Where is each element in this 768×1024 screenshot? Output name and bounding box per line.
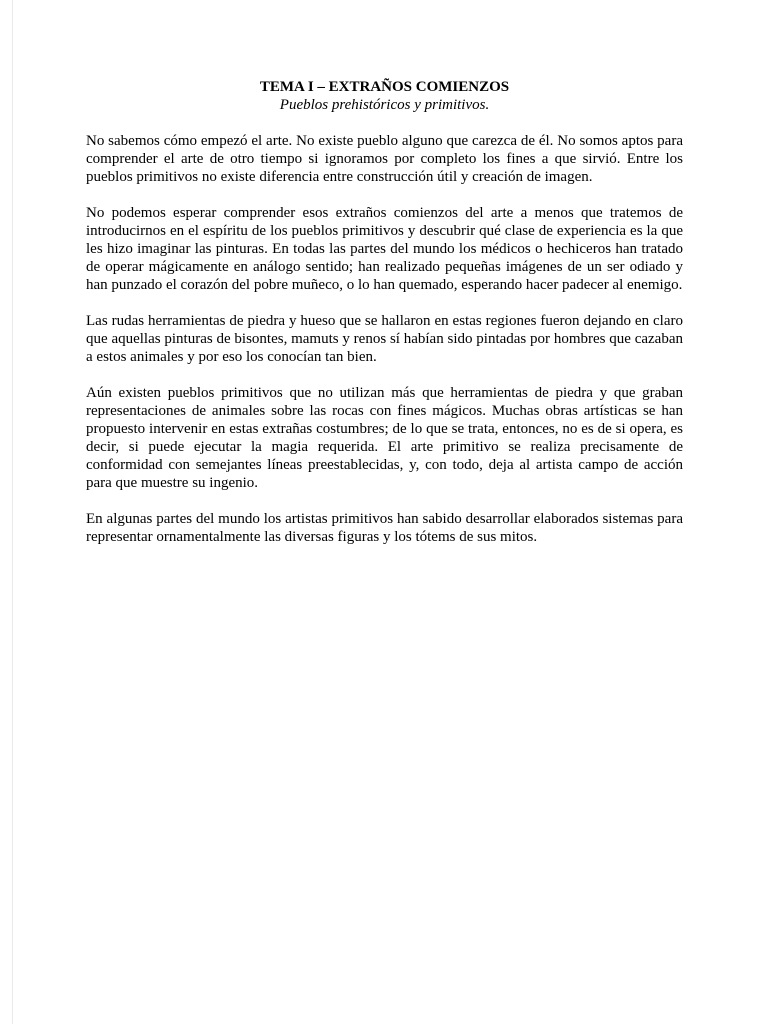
page-border (12, 0, 13, 1024)
document-title: TEMA I – EXTRAÑOS COMIENZOS (259, 79, 510, 95)
paragraph: No podemos esperar comprender esos extraños comienzos del arte a menos que tratemos de introducirnos en el espíritu de los pueblos primitivos y descubrir qué clase de experiencia es la que les hizo imaginar las pinturas. En todas las partes del mundo los médicos o hechiceros han tratado de operar mágicamente en análogo sentido; han realizado pequeñas imágenes de un ser odiado y han punzado el corazón del pobre muñeco, o lo han quemado, esperando hacer padecer al enemigo. (86, 205, 683, 293)
paragraph: Las rudas herramientas de piedra y hueso que se hallaron en estas regiones fueron dejando en claro que aquellas pinturas de bisontes, mamuts y renos sí habían sido pintadas por hombres que cazaban a estos animales y por eso los conocían tan bien. (86, 313, 683, 365)
paragraph: Aún existen pueblos primitivos que no utilizan más que herramientas de piedra y que graban representaciones de animales sobre las rocas con fines mágicos. Muchas obras artísticas se han propuesto intervenir en estas extrañas costumbres; de lo que se trata, entonces, no es de si opera, es decir, si puede ejecutar la magia requerida. El arte primitivo se realiza precisamente de conformidad con semejantes líneas preestablecidas, y, con todo, deja al artista campo de acción para que muestre su ingenio. (86, 385, 683, 491)
document-subtitle: Pueblos prehistóricos y primitivos. (279, 97, 490, 113)
document-body (86, 78, 683, 564)
paragraph: No sabemos cómo empezó el arte. No existe pueblo alguno que carezca de él. No somos aptos para comprender el arte de otro tiempo si ignoramos por completo los fines a que sirvió. Entre los pueblos primitivos no existe diferencia entre construcción útil y creación de imagen. (86, 133, 683, 185)
paragraph: En algunas partes del mundo los artistas primitivos han sabido desarrollar elaborados sistemas para representar ornamentalmente las diversas figuras y los tótems de sus mitos. (86, 511, 683, 545)
